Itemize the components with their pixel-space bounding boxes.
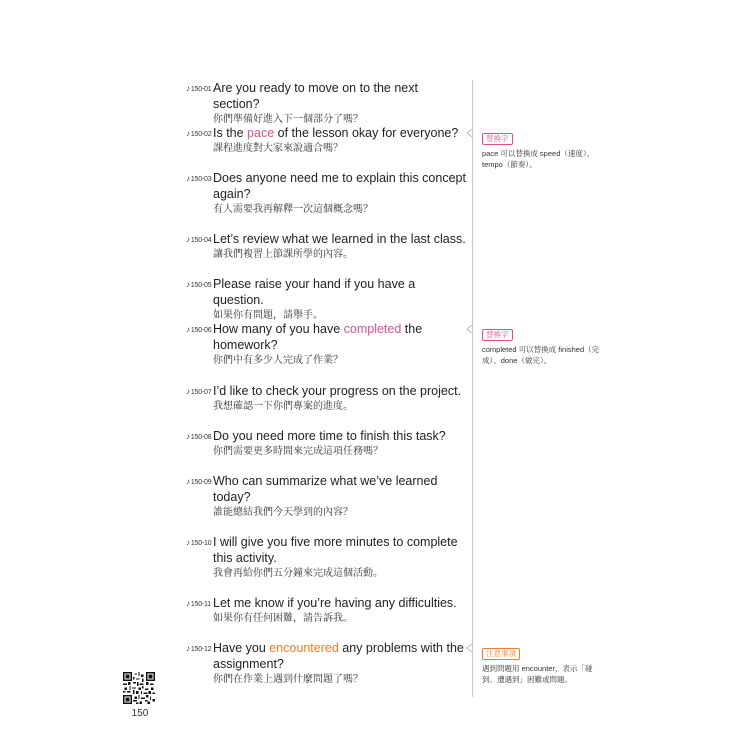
audio-track-code[interactable]: ♪150-11 [186, 599, 211, 608]
chinese-translation: 如果你有問題，請舉手。 [213, 310, 323, 321]
english-sentence: Let’s review what we learned in the last class. [213, 232, 466, 246]
audio-track-code[interactable]: ♪150-03 [186, 174, 212, 183]
sidenote-tag: 注意事項 [482, 648, 520, 660]
chinese-translation: 讓我們複習上節課所學的內容。 [213, 249, 353, 260]
english-sentence: I’d like to check your progress on the project. [213, 384, 462, 398]
music-note-icon: ♪ [186, 644, 190, 653]
entry-150-05 [186, 276, 466, 323]
music-note-icon: ♪ [186, 174, 190, 183]
audio-track-code[interactable]: ♪150-05 [186, 280, 212, 289]
music-note-icon: ♪ [186, 280, 190, 289]
chinese-translation: 你們需要更多時間來完成這項任務嗎？ [213, 446, 383, 457]
music-note-icon: ♪ [186, 325, 190, 334]
english-sentence: Are you ready to move on to the next section? [213, 81, 418, 111]
chinese-translation: 有人需要我再解釋一次這個概念嗎？ [213, 204, 373, 215]
audio-track-code[interactable]: ♪150-08 [186, 432, 212, 441]
audio-track-code[interactable]: ♪150-09 [186, 477, 212, 486]
entry-150-04 [186, 231, 466, 262]
sidenote-text: pace 可以替換成 speed（速度）、tempo（節奏）。 [482, 149, 595, 169]
audio-track-code[interactable]: ♪150-01 [186, 84, 212, 93]
audio-track-code[interactable]: ♪150-02 [186, 129, 212, 138]
page-number: 150 [131, 708, 149, 719]
chinese-translation: 你們中有多少人完成了作業？ [213, 355, 343, 366]
entry-150-07 [186, 383, 466, 414]
chinese-translation: 我會再給你們五分鐘來完成這個活動。 [213, 568, 383, 579]
chevron-left-icon [466, 644, 474, 652]
music-note-icon: ♪ [186, 387, 190, 396]
music-note-icon: ♪ [186, 84, 190, 93]
highlighted-word: encountered [269, 641, 339, 655]
music-note-icon: ♪ [186, 129, 190, 138]
sidenote-completed [482, 324, 602, 366]
sidenote-encounter [482, 643, 602, 685]
english-sentence: Is the pace of the lesson okay for everyone? [213, 126, 459, 140]
chevron-left-icon [466, 325, 474, 333]
chinese-translation: 我想確認一下你們專案的進度。 [213, 401, 353, 412]
entry-150-01 [186, 80, 466, 127]
entry-150-09 [186, 473, 466, 520]
music-note-icon: ♪ [186, 599, 190, 608]
audio-track-code[interactable]: ♪150-06 [186, 325, 212, 334]
sidenote-pace [482, 128, 602, 170]
entry-150-10 [186, 534, 466, 581]
margin-divider [472, 80, 473, 697]
chinese-translation: 你們在作業上遇到什麼問題了嗎？ [213, 674, 363, 685]
chinese-translation: 誰能總結我們今天學到的內容？ [213, 507, 353, 518]
qr-code-icon[interactable] [123, 672, 155, 704]
entry-150-08 [186, 428, 466, 459]
english-sentence: Please raise your hand if you have a question. [213, 277, 416, 307]
music-note-icon: ♪ [186, 432, 190, 441]
sidenote-tag: 替換字 [482, 329, 513, 341]
audio-track-code[interactable]: ♪150-04 [186, 235, 212, 244]
sidenote-text: completed 可以替換成 finished（完成）、done（做完）。 [482, 345, 600, 365]
entry-150-06 [186, 321, 466, 368]
entry-150-03 [186, 170, 466, 217]
english-sentence: I will give you five more minutes to complete this activity. [213, 535, 458, 565]
english-sentence: Do you need more time to finish this task? [213, 429, 446, 443]
music-note-icon: ♪ [186, 235, 190, 244]
english-sentence: Who can summarize what we’ve learned today? [213, 474, 438, 504]
entry-150-12 [186, 640, 466, 687]
sidenote-text: 遇到問題用 encounter，表示「碰到、遭遇到」困難或問題。 [482, 664, 593, 684]
chinese-translation: 課程進度對大家來說適合嗎？ [213, 143, 343, 154]
chinese-translation: 你們準備好進入下一個部分了嗎？ [213, 114, 363, 125]
english-sentence: Does anyone need me to explain this concept again? [213, 171, 466, 201]
highlighted-word: completed [343, 322, 402, 336]
sidenote-tag: 替換字 [482, 133, 513, 145]
entry-150-02 [186, 125, 466, 156]
audio-track-code[interactable]: ♪150-07 [186, 387, 212, 396]
audio-track-code[interactable]: ♪150-10 [186, 538, 212, 547]
english-sentence: How many of you have completed the homework? [213, 322, 423, 352]
music-note-icon: ♪ [186, 538, 190, 547]
chevron-left-icon [466, 129, 474, 137]
english-sentence: Let me know if you’re having any difficulties. [213, 596, 457, 610]
highlighted-word: pace [247, 126, 275, 140]
english-sentence: Have you encountered any problems with the assignment? [213, 641, 464, 671]
audio-track-code[interactable]: ♪150-12 [186, 644, 212, 653]
entry-150-11 [186, 595, 466, 626]
chinese-translation: 如果你有任何困難，請告訴我。 [213, 613, 353, 624]
music-note-icon: ♪ [186, 477, 190, 486]
